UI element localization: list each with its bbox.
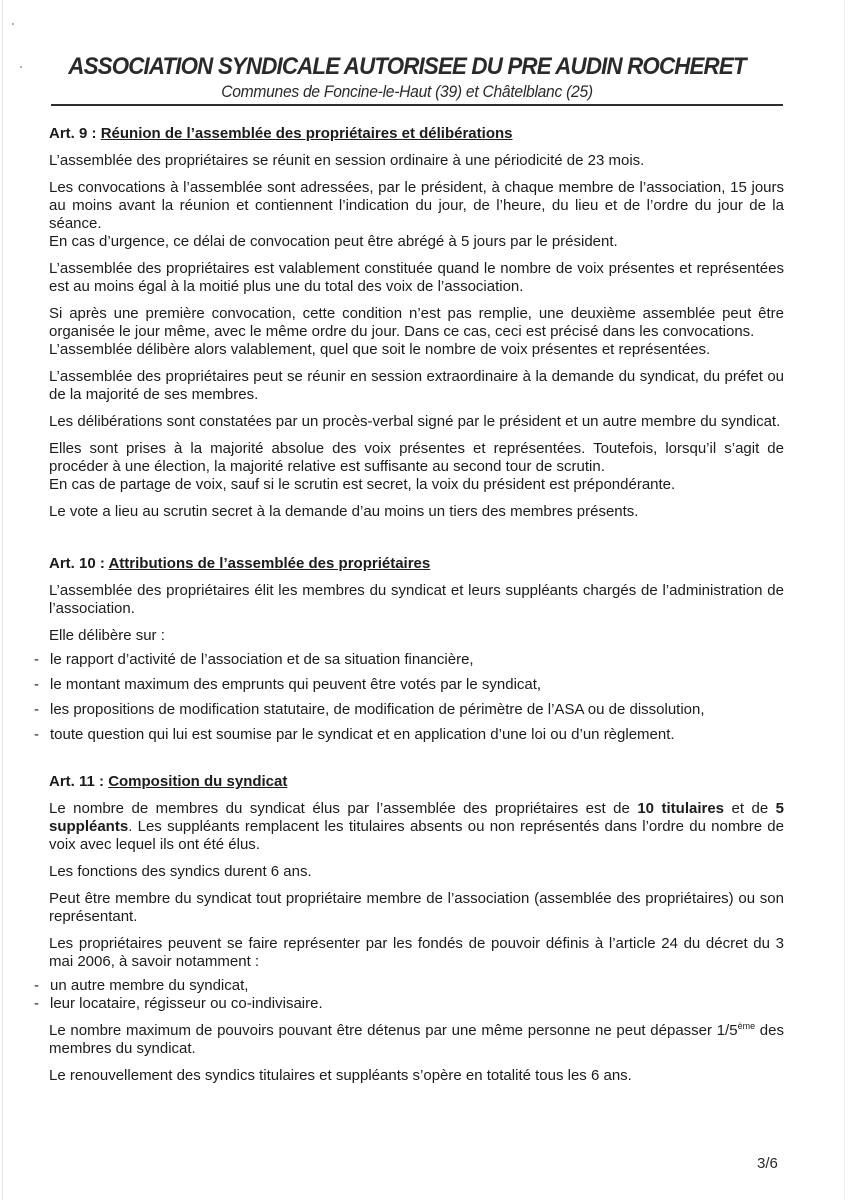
dash-bullet: - xyxy=(34,701,39,718)
list-item: - les propositions de modification statutaire, de modification de périmètre de l’ASA ou de dissolution, xyxy=(34,701,705,718)
paragraph: Le nombre maximum de pouvoirs pouvant être détenus par une même personne ne peut dépasser 1/5ème des membres du syndicat. xyxy=(49,1021,784,1057)
paragraph: L’assemblée des propriétaires est valablement constituée quand le nombre de voix présentes et représentées est au moins égal à la moitié plus une du total des voix de l’association. xyxy=(49,260,784,295)
scan-left-edge xyxy=(2,0,3,1200)
article-9 xyxy=(49,125,784,521)
document-title: ASSOCIATION SYNDICALE AUTORISEE DU PRE AUDIN ROCHERET xyxy=(68,53,746,80)
article-11 xyxy=(34,773,785,1085)
scan-speck xyxy=(12,23,14,25)
list-item: - toute question qui lui est soumise par le syndicat et en application d’une loi ou d’un règlement. xyxy=(34,726,675,743)
paragraph: Les convocations à l’assemblée sont adressées, par le président, à chaque membre de l’association, 15 jours au moins avant la réunion et contiennent l’indication du jour, de l’heure, du lieu et de l’ordre du jour de la séance. xyxy=(49,179,784,232)
article-heading xyxy=(49,555,784,573)
paragraph: Peut être membre du syndicat tout propriétaire membre de l’association (assemblée des propriétaires) ou son représentant. xyxy=(49,890,784,925)
page-number: 3/6 xyxy=(757,1155,778,1172)
list-item: - leur locataire, régisseur ou co-indivisaire. xyxy=(34,995,323,1012)
dash-bullet: - xyxy=(34,995,39,1012)
article-title: Attributions de l’assemblée des propriétaires xyxy=(108,555,431,572)
list-item: - le rapport d’activité de l’association et de sa situation financière, xyxy=(34,651,474,668)
deliberation-list xyxy=(34,651,784,744)
header-rule xyxy=(51,104,783,106)
document-header xyxy=(32,53,782,102)
paragraph: L’assemblée des propriétaires se réunit en session ordinaire à une périodicité de 23 mois. xyxy=(49,152,645,169)
paragraph: Si après une première convocation, cette condition n’est pas remplie, une deuxième assemblée peut être organisée le jour même, avec le même ordre du jour. Dans ce cas, ceci est précisé dans les convocations. xyxy=(49,305,784,340)
paragraph: Elle délibère sur : xyxy=(49,627,165,644)
article-heading xyxy=(49,125,784,143)
paragraph: Les délibérations sont constatées par un procès-verbal signé par le président et un autre membre du syndicat. xyxy=(49,413,781,430)
paragraph: L’assemblée des propriétaires élit les membres du syndicat et leurs suppléants chargés de l’administration de l’association. xyxy=(49,582,784,617)
article-title: Composition du syndicat xyxy=(108,773,288,790)
paragraph: En cas d’urgence, ce délai de convocation peut être abrégé à 5 jours par le président. xyxy=(49,233,618,250)
dash-bullet: - xyxy=(34,651,39,668)
document-subtitle: Communes de Foncine-le-Haut (39) et Châtelblanc (25) xyxy=(221,82,593,101)
scan-right-edge xyxy=(844,0,845,1200)
titulaires-count: 10 titulaires xyxy=(637,800,725,817)
dash-bullet: - xyxy=(34,676,39,693)
article-number: Art. 10 : xyxy=(49,555,109,572)
paragraph: Elles sont prises à la majorité absolue des voix présentes et représentées. Toutefois, lorsqu’il s’agit de procéder à une élection, la majorité relative est suffisante au second tour de scrutin. xyxy=(49,440,784,475)
dash-bullet: - xyxy=(34,726,39,743)
paragraph: Les propriétaires peuvent se faire représenter par les fondés de pouvoir définis à l’article 24 du décret du 3 mai 2006, à savoir notamment : xyxy=(49,935,784,970)
paragraph: Le renouvellement des syndics titulaires et suppléants s’opère en totalité tous les 6 ans. xyxy=(49,1067,632,1084)
list-item: - le montant maximum des emprunts qui peuvent être votés par le syndicat, xyxy=(34,676,542,693)
paragraph: Le nombre de membres du syndicat élus par l’assemblée des propriétaires est de 10 titulaires et de 5 suppléants. Les suppléants remplacent les titulaires absents ou non représentés dans l’ordre du nombre de voix avec lequel ils ont été élus. xyxy=(49,800,785,853)
document-body xyxy=(34,125,785,1094)
scan-speck xyxy=(20,66,22,68)
paragraph: Le vote a lieu au scrutin secret à la demande d’au moins un tiers des membres présents. xyxy=(49,503,639,520)
article-number: Art. 9 : xyxy=(49,125,101,142)
paragraph: L’assemblée des propriétaires peut se réunir en session extraordinaire à la demande du syndicat, du préfet ou de la majorité de ses membres. xyxy=(49,368,784,403)
dash-bullet: - xyxy=(34,977,39,994)
article-10 xyxy=(34,555,784,744)
suppleants-count: 5 suppléants xyxy=(49,800,785,835)
representative-list xyxy=(34,977,784,1013)
article-title: Réunion de l’assemblée des propriétaires et délibérations xyxy=(100,125,513,142)
article-number: Art. 11 : xyxy=(49,773,109,790)
paragraph: L’assemblée délibère alors valablement, quel que soit le nombre de voix présentes et représentées. xyxy=(49,341,711,358)
paragraph: Les fonctions des syndics durent 6 ans. xyxy=(49,863,312,880)
superscript: ème xyxy=(737,1021,756,1031)
article-heading xyxy=(49,773,784,791)
list-item: - un autre membre du syndicat, xyxy=(34,977,249,994)
paragraph: En cas de partage de voix, sauf si le scrutin est secret, la voix du président est prépondérante. xyxy=(49,476,676,493)
